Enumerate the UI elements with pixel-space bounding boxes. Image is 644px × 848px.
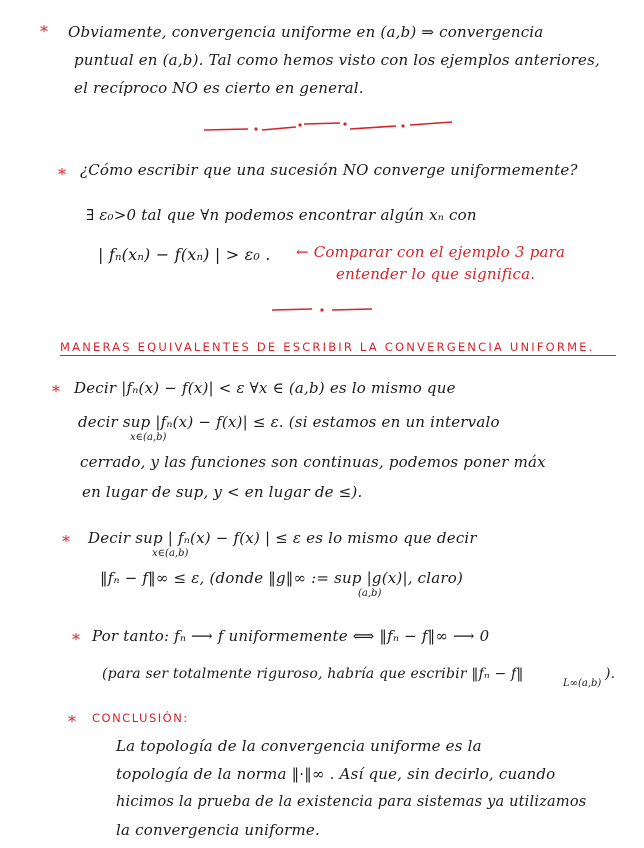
red-separator (268, 300, 378, 316)
bullet-star: * (40, 22, 49, 41)
bullet-star: * (68, 712, 77, 731)
red-note: entender lo que significa. (336, 265, 536, 283)
bullet-star: * (52, 382, 61, 401)
subscript: (a,b) (358, 588, 382, 599)
bullet-star: * (58, 165, 67, 184)
red-note: ← Comparar con el ejemplo 3 para (296, 243, 566, 261)
section-heading: MANERAS EQUIVALENTES DE ESCRIBIR LA CONVERGENCIA UNIFORME. (60, 340, 595, 354)
subscript: x∈(a,b) (152, 548, 189, 559)
subscript: x∈(a,b) (130, 432, 167, 443)
text-line: Obviamente, convergencia uniforme en (a,b) ⇒ convergencia (68, 23, 544, 41)
bullet-star: * (62, 532, 71, 551)
text-line: puntual en (a,b). Tal como hemos visto con los ejemplos anteriores, (74, 51, 600, 69)
text-line: ). (605, 666, 616, 682)
text-line: en lugar de sup, y < en lugar de ≤). (82, 483, 363, 501)
text-line: ‖fₙ − f‖∞ ≤ ε, (donde ‖g‖∞ := sup |g(x)|, claro) (100, 569, 464, 587)
conclusion-label: CONCLUSIÓN: (92, 711, 189, 725)
text-line: decir sup |fₙ(x) − f(x)| ≤ ε. (si estamos en un intervalo (78, 413, 500, 431)
text-line: Decir |fₙ(x) − f(x)| < ε ∀x ∈ (a,b) es lo mismo que (74, 379, 456, 397)
subscript: L∞(a,b) (563, 678, 602, 689)
text-line: (para ser totalmente riguroso, habría que escribir ‖fₙ − f‖ (102, 666, 524, 682)
text-line: Decir sup | fₙ(x) − f(x) | ≤ ε es lo mismo que decir (88, 529, 477, 547)
math-line: | fₙ(xₙ) − f(xₙ) | > ε₀ . (98, 245, 271, 264)
text-line: topología de la norma ‖·‖∞ . Así que, sin decirlo, cuando (116, 765, 556, 783)
text-line: La topología de la convergencia uniforme es la (116, 737, 482, 755)
heading-underline (60, 355, 616, 356)
text-line: hicimos la prueba de la existencia para sistemas ya utilizamos (116, 794, 587, 810)
text-line: el recíproco NO es cierto en general. (74, 79, 364, 97)
text-line: ∃ ε₀>0 tal que ∀n podemos encontrar algún xₙ con (86, 206, 477, 224)
red-separator (200, 112, 460, 134)
question-line: ¿Cómo escribir que una sucesión NO converge uniformemente? (80, 161, 578, 179)
text-line: cerrado, y las funciones son continuas, podemos poner máx (80, 453, 546, 471)
text-line: Por tanto: fₙ ⟶ f uniformemente ⟺ ‖fₙ − f‖∞ ⟶ 0 (92, 627, 490, 645)
text-line: la convergencia uniforme. (116, 821, 320, 839)
bullet-star: * (72, 630, 81, 649)
